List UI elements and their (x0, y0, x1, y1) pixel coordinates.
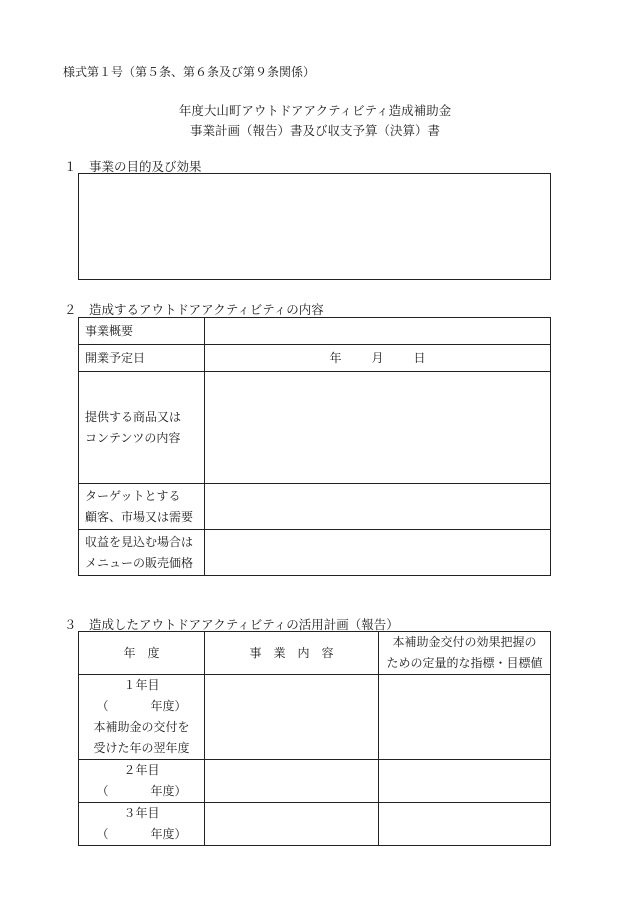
target-field[interactable] (205, 484, 551, 530)
utilization-plan-table (78, 631, 551, 846)
document-title-line2: 事業計画（報告）書及び収支予算（決算）書 (189, 123, 440, 138)
form-number: 様式第１号（第５条、第６条及び第９条関係） (63, 65, 316, 79)
revenue-label: 収益を見込む場合は メニューの販売価格 (79, 530, 205, 576)
table-row (79, 760, 551, 803)
opening-date-label: 開業予定日 (79, 345, 205, 372)
year1-indicator-field[interactable] (379, 675, 551, 760)
header-indicator: 本補助金交付の効果把握の ための定量的な指標・目標値 (379, 632, 551, 675)
table-row (79, 372, 551, 484)
year2-cell: ２年目 （ 年度） (79, 760, 205, 803)
table-row (79, 484, 551, 530)
year3-indicator-field[interactable] (379, 803, 551, 846)
header-content: 事 業 内 容 (205, 632, 379, 675)
revenue-field[interactable] (205, 530, 551, 576)
activity-content-table (78, 317, 551, 576)
products-label: 提供する商品又は コンテンツの内容 (79, 372, 205, 484)
year2-indicator-field[interactable] (379, 760, 551, 803)
document-title-line1: 年度大山町アウトドアアクティビティ造成補助金 (178, 103, 452, 118)
table-row (79, 803, 551, 846)
year1-cell: １年目 （ 年度） 本補助金の交付を 受けた年の翌年度 (79, 675, 205, 760)
table-row (79, 345, 551, 372)
opening-date-field[interactable] (205, 345, 551, 372)
year3-content-field[interactable] (205, 803, 379, 846)
section1-text-box[interactable] (78, 173, 551, 280)
products-field[interactable] (205, 372, 551, 484)
date-day: 日 (413, 350, 426, 365)
date-month: 月 (371, 350, 384, 365)
section3-heading: ３ 造成したアウトドアアクティビティの活用計画（報告） (64, 617, 399, 632)
date-year: 年 (329, 350, 342, 365)
header-year: 年 度 (79, 632, 205, 675)
overview-label: 事業概要 (79, 318, 205, 345)
table-row (79, 318, 551, 345)
target-label: ターゲットとする 顧客、市場又は需要 (79, 484, 205, 530)
section2-heading: ２ 造成するアウトドアアクティビティの内容 (64, 302, 324, 317)
year2-content-field[interactable] (205, 760, 379, 803)
year3-cell: ３年目 （ 年度） (79, 803, 205, 846)
overview-field[interactable] (205, 318, 551, 345)
table-header-row (79, 632, 551, 675)
section1-heading: １ 事業の目的及び効果 (64, 159, 202, 174)
table-row (79, 675, 551, 760)
table-row (79, 530, 551, 576)
year1-content-field[interactable] (205, 675, 379, 760)
